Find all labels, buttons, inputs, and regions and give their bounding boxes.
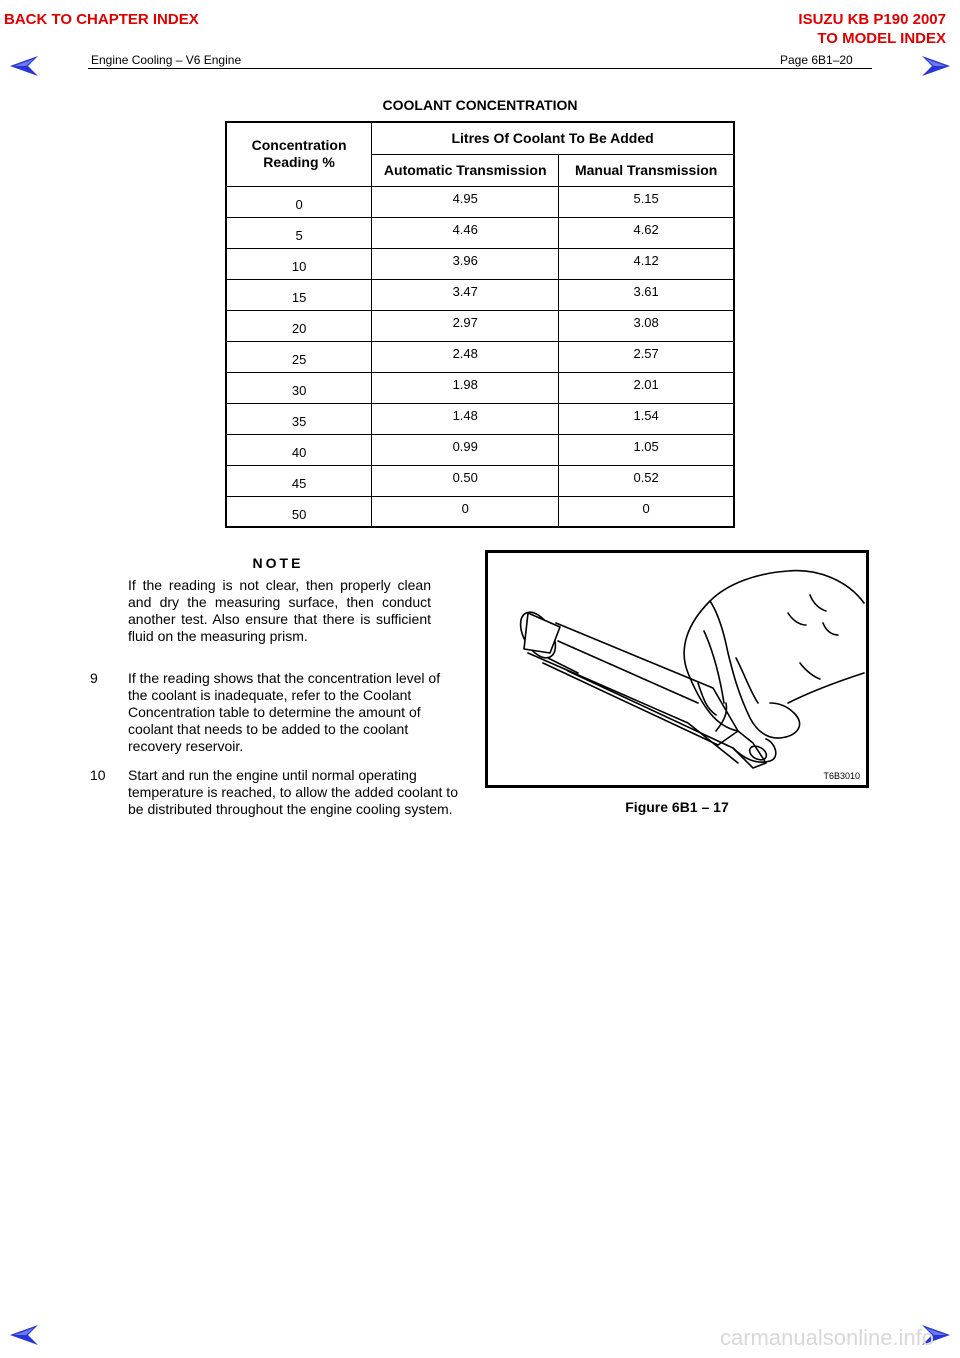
figure-frame bbox=[485, 550, 869, 788]
next-page-arrow-icon[interactable] bbox=[922, 56, 950, 76]
automatic-cell: 1.98 bbox=[372, 372, 559, 403]
manual-cell: 3.61 bbox=[559, 279, 734, 310]
automatic-cell: 2.48 bbox=[372, 341, 559, 372]
manual-cell: 4.12 bbox=[559, 248, 734, 279]
step-9-text: If the reading shows that the concentration level of the coolant is inadequate, refer to the Coolant Concentration table to determine the amount of coolant that needs to be added to the coolant recovery reservoir. bbox=[128, 670, 441, 754]
concentration-cell: 45 bbox=[226, 465, 372, 496]
manual-cell: 1.54 bbox=[559, 403, 734, 434]
concentration-cell: 0 bbox=[226, 186, 372, 217]
back-to-chapter-index-link[interactable]: BACK TO CHAPTER INDEX bbox=[4, 11, 199, 28]
table-row bbox=[226, 403, 734, 434]
concentration-cell: 5 bbox=[226, 217, 372, 248]
automatic-cell: 0.99 bbox=[372, 434, 559, 465]
manual-header: Manual Transmission bbox=[559, 154, 734, 186]
step-10-text: Start and run the engine until normal operating temperature is reached, to allow the added coolant to be distributed throughout the engine cooling system. bbox=[128, 767, 458, 817]
coolant-concentration-table bbox=[225, 121, 735, 528]
previous-page-bottom-arrow-icon[interactable] bbox=[10, 1325, 38, 1345]
concentration-cell: 35 bbox=[226, 403, 372, 434]
refractometer-cleaning-illustration bbox=[488, 553, 866, 785]
concentration-cell: 50 bbox=[226, 496, 372, 527]
table-row bbox=[226, 372, 734, 403]
figure-code: T6B3010 bbox=[823, 771, 860, 781]
automatic-cell: 3.47 bbox=[372, 279, 559, 310]
manual-cell: 2.57 bbox=[559, 341, 734, 372]
footer-watermark: carmanualsonline.info bbox=[720, 1325, 935, 1350]
automatic-cell: 4.46 bbox=[372, 217, 559, 248]
manual-cell: 2.01 bbox=[559, 372, 734, 403]
section-title: Engine Cooling – V6 Engine bbox=[91, 53, 242, 67]
concentration-cell: 40 bbox=[226, 434, 372, 465]
note-heading: NOTE bbox=[252, 555, 304, 571]
table-row bbox=[226, 465, 734, 496]
table-row bbox=[226, 434, 734, 465]
table-row bbox=[226, 496, 734, 527]
table-row bbox=[226, 341, 734, 372]
automatic-cell: 2.97 bbox=[372, 310, 559, 341]
model-title-link[interactable]: ISUZU KB P190 2007 bbox=[798, 11, 946, 28]
automatic-header: Automatic Transmission bbox=[372, 154, 559, 186]
concentration-cell: 15 bbox=[226, 279, 372, 310]
automatic-cell: 1.48 bbox=[372, 403, 559, 434]
table-row bbox=[226, 217, 734, 248]
table-row bbox=[226, 310, 734, 341]
previous-page-arrow-icon[interactable] bbox=[10, 56, 38, 76]
page-number: Page 6B1–20 bbox=[780, 53, 853, 67]
step-9-number: 9 bbox=[90, 670, 98, 686]
step-10-number: 10 bbox=[90, 767, 106, 783]
manual-cell: 4.62 bbox=[559, 217, 734, 248]
concentration-cell: 10 bbox=[226, 248, 372, 279]
figure-caption: Figure 6B1 – 17 bbox=[625, 799, 729, 815]
table-row bbox=[226, 248, 734, 279]
concentration-cell: 25 bbox=[226, 341, 372, 372]
automatic-cell: 3.96 bbox=[372, 248, 559, 279]
concentration-cell: 30 bbox=[226, 372, 372, 403]
litres-group-header: Litres Of Coolant To Be Added bbox=[372, 122, 734, 154]
table-row bbox=[226, 279, 734, 310]
table-title: COOLANT CONCENTRATION bbox=[382, 97, 578, 113]
manual-cell: 1.05 bbox=[559, 434, 734, 465]
manual-cell: 0.52 bbox=[559, 465, 734, 496]
concentration-cell: 20 bbox=[226, 310, 372, 341]
table-row bbox=[226, 186, 734, 217]
manual-cell: 0 bbox=[559, 496, 734, 527]
automatic-cell: 0 bbox=[372, 496, 559, 527]
header-rule bbox=[88, 68, 872, 69]
concentration-header: Concentration Reading % bbox=[226, 122, 372, 186]
manual-cell: 3.08 bbox=[559, 310, 734, 341]
to-model-index-link[interactable]: TO MODEL INDEX bbox=[817, 30, 946, 47]
automatic-cell: 4.95 bbox=[372, 186, 559, 217]
automatic-cell: 0.50 bbox=[372, 465, 559, 496]
note-text: If the reading is not clear, then properly clean and dry the measuring surface, then conduct another test. Also ensure that there is sufficient fluid on the measuring prism. bbox=[128, 577, 431, 644]
manual-cell: 5.15 bbox=[559, 186, 734, 217]
